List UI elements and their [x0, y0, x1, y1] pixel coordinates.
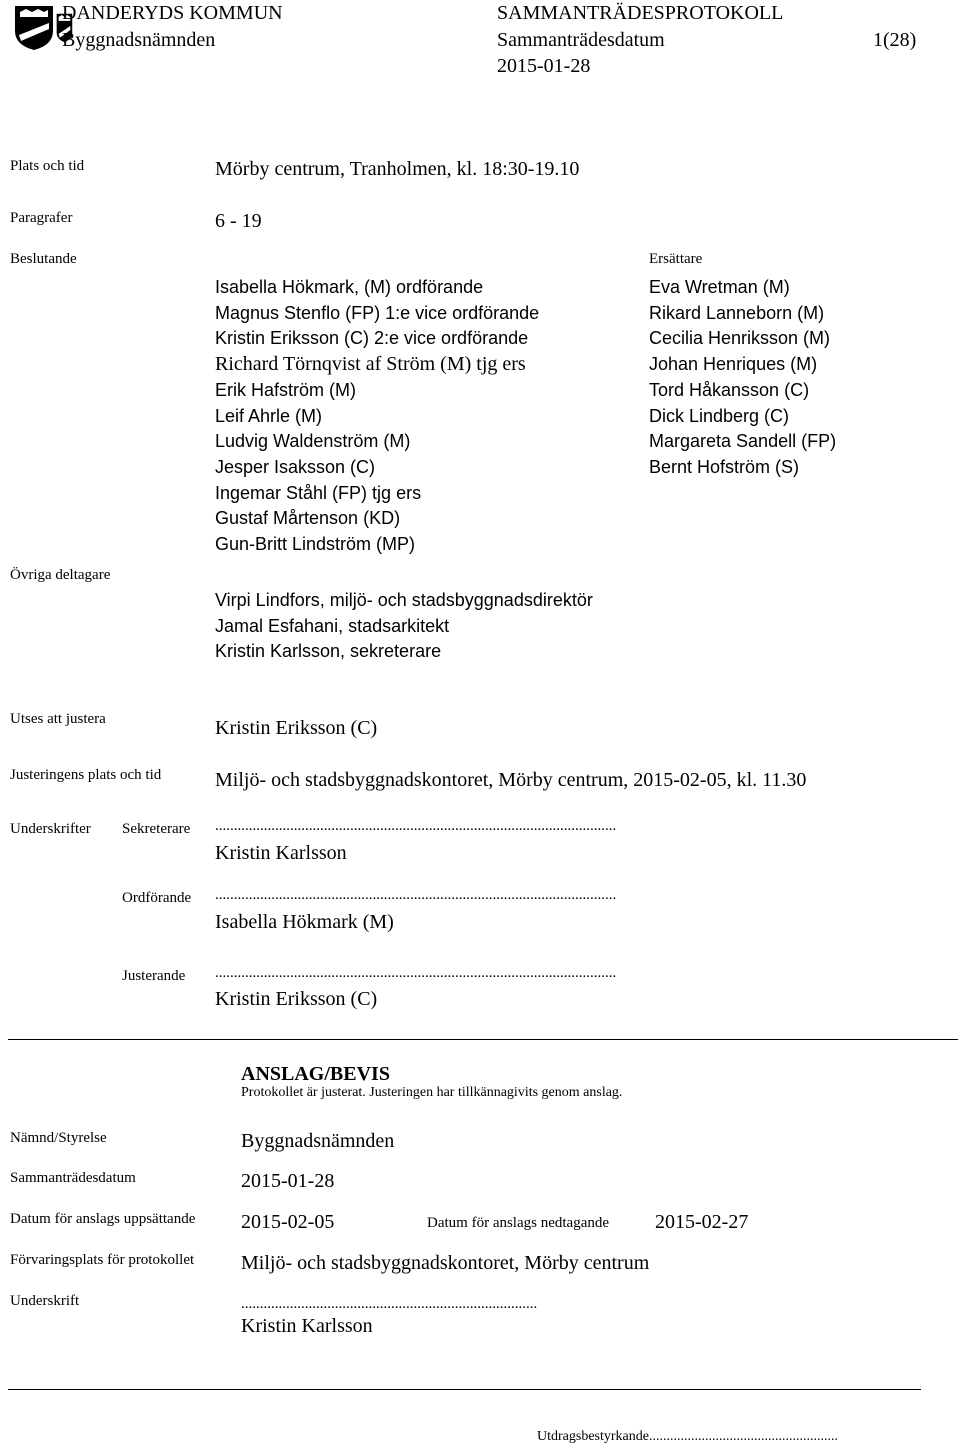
signature-line: ...........................................................................................................: [215, 965, 617, 981]
meeting-date: 2015-01-28: [497, 55, 591, 77]
document-type: SAMMANTRÄDESPROTOKOLL: [497, 2, 784, 24]
paragraphs-label: Paragrafer: [10, 210, 73, 226]
adjuster-label: Utses att justera: [10, 711, 106, 727]
substitute-member: Eva Wretman (M): [649, 277, 790, 297]
other-participant: Virpi Lindfors, miljö- och stadsbyggnadsdirektör: [215, 590, 593, 610]
substitute-member: Dick Lindberg (C): [649, 405, 790, 426]
secretary-label: Sekreterare: [122, 821, 191, 837]
adjust-place-value: Miljö- och stadsbyggnadskontoret, Mörby centrum, 2015-02-05, kl. 11.30: [215, 769, 807, 791]
substitutes-list: [649, 275, 836, 481]
removed-label: Datum för anslags nedtagande: [427, 1215, 610, 1231]
deciding-label: Beslutande: [10, 251, 77, 267]
adjuster-sign-name: Kristin Eriksson (C): [215, 988, 378, 1010]
municipality-name: DANDERYDS KOMMUN: [62, 2, 283, 24]
adjust-place-label: Justeringens plats och tid: [10, 767, 162, 783]
place-value: Mörby centrum, Tranholmen, kl. 18:30-19.10: [215, 158, 580, 180]
other-participant: Jamal Esfahani, stadsarkitekt: [215, 615, 450, 636]
substitute-member: Margareta Sandell (FP): [649, 431, 837, 452]
deciding-member: Ingemar Ståhl (FP) tjg ers: [215, 482, 422, 503]
page-number: 1(28): [873, 29, 917, 51]
substitute-member: Tord Håkansson (C): [649, 379, 810, 400]
deciding-member: Richard Törnqvist af Ström (M) tjg ers: [215, 353, 526, 376]
board-value: Byggnadsnämnden: [241, 1130, 395, 1152]
deciding-member: Ludvig Waldenström (M): [215, 431, 411, 452]
signature-line: ...........................................................................................................: [215, 818, 617, 834]
deciding-member: Gustaf Mårtenson (KD): [215, 508, 401, 529]
paragraphs-value: 6 - 19: [215, 210, 262, 232]
removed-value: 2015-02-27: [655, 1211, 749, 1233]
board-label: Nämnd/Styrelse: [10, 1130, 107, 1146]
deciding-member: Kristin Eriksson (C) 2:e vice ordförande: [215, 328, 529, 349]
deciding-member: Jesper Isaksson (C): [215, 456, 376, 477]
deciding-member: Isabella Hökmark, (M) ordförande: [215, 277, 484, 297]
posted-value: 2015-02-05: [241, 1211, 335, 1233]
signature-line: ...............................................................................: [241, 1296, 538, 1312]
coat-of-arms-icon: [14, 5, 54, 51]
meeting-date-label: Sammanträdesdatum: [497, 29, 665, 51]
deciding-member: Erik Hafström (M): [215, 379, 356, 400]
deciding-member: Gun-Britt Lindström (MP): [215, 534, 416, 555]
substitute-member: Johan Henriques (M): [649, 354, 818, 375]
divider: [8, 1389, 921, 1390]
signature-line: ...........................................................................................................: [215, 887, 617, 903]
chair-label: Ordförande: [122, 890, 192, 906]
committee-name: Byggnadsnämnden: [62, 29, 216, 51]
divider: [8, 1039, 958, 1040]
substitute-member: Bernt Hofström (S): [649, 456, 800, 477]
others-label: Övriga deltagare: [10, 567, 111, 583]
certification-line: Utdragsbestyrkande......................................................: [537, 1429, 838, 1444]
notice-subtitle: Protokollet är justerat. Justeringen har tillkännagivits genom anslag.: [241, 1085, 623, 1100]
secretary-name: Kristin Karlsson: [215, 842, 347, 864]
substitute-member: Rikard Lanneborn (M): [649, 302, 825, 323]
notice-date-label: Sammanträdesdatum: [10, 1170, 136, 1186]
deciding-member: Magnus Stenflo (FP) 1:e vice ordförande: [215, 302, 540, 323]
signature-label: Underskrift: [10, 1293, 80, 1309]
storage-label: Förvaringsplats för protokollet: [10, 1252, 195, 1268]
deciding-member: Leif Ahrle (M): [215, 405, 323, 426]
storage-value: Miljö- och stadsbyggnadskontoret, Mörby centrum: [241, 1252, 650, 1274]
signature-name: Kristin Karlsson: [241, 1315, 373, 1337]
posted-label: Datum för anslags uppsättande: [10, 1211, 196, 1227]
place-label: Plats och tid: [10, 158, 85, 174]
notice-title: ANSLAG/BEVIS: [241, 1063, 390, 1085]
adjuster-sign-label: Justerande: [122, 968, 186, 984]
adjuster-value: Kristin Eriksson (C): [215, 717, 378, 739]
other-participant: Kristin Karlsson, sekreterare: [215, 641, 442, 662]
notice-date-value: 2015-01-28: [241, 1170, 335, 1192]
chair-name: Isabella Hökmark (M): [215, 911, 394, 933]
others-list: [215, 588, 593, 665]
signatures-label: Underskrifter: [10, 821, 91, 837]
substitutes-label: Ersättare: [649, 251, 703, 267]
deciding-list: [215, 275, 539, 558]
substitute-member: Cecilia Henriksson (M): [649, 328, 831, 349]
